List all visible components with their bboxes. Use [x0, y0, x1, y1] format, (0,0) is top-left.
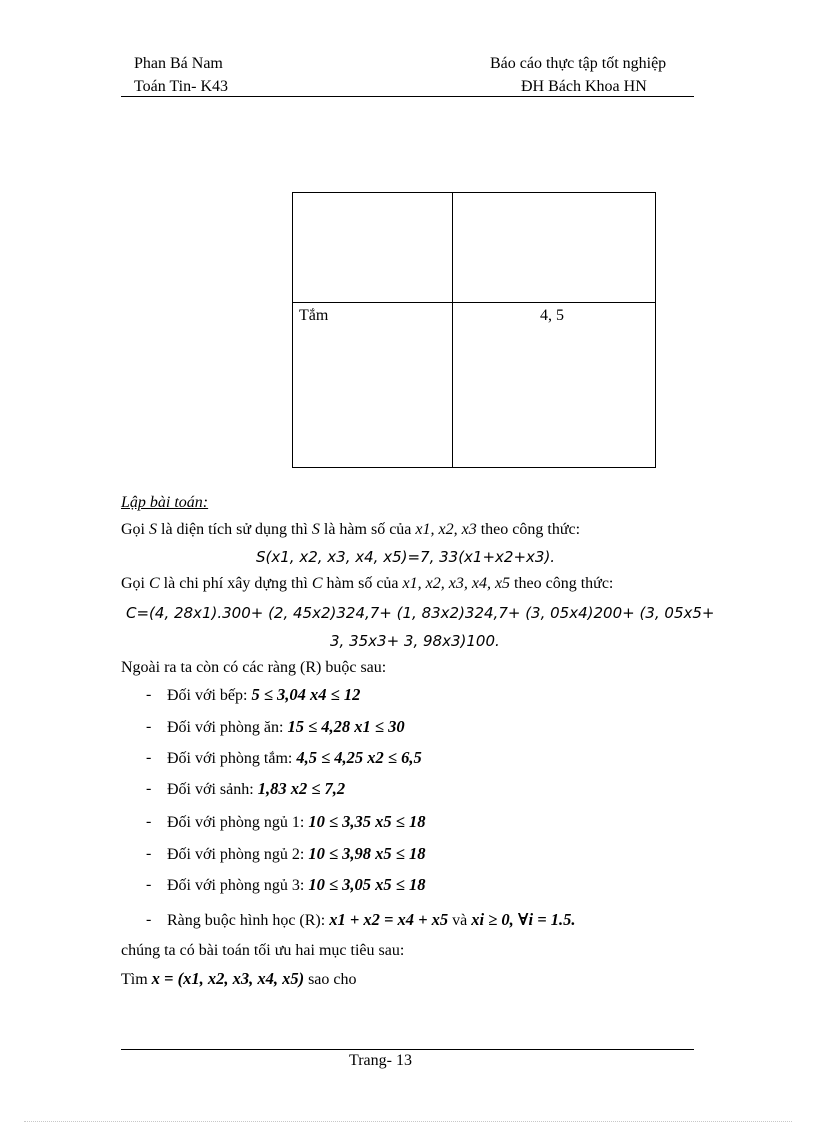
table-border-right	[655, 192, 656, 468]
header-report-title: Báo cáo thực tập tốt nghiệp	[490, 55, 667, 72]
table-cell-label: Tắm	[299, 307, 329, 324]
constraint-bathroom: Đối với phòng tắm: 4,5 ≤ 4,25 x2 ≤ 6,5	[167, 748, 422, 767]
formula-cost-line2: 3, 35x3+ 3, 98x3)100.	[330, 632, 500, 650]
bullet-dash: -	[146, 845, 152, 862]
bullet-dash: -	[146, 876, 152, 893]
formula-area: S(x1, x2, x3, x4, x5)=7, 33(x1+x2+x3).	[256, 548, 556, 566]
bullet-dash: -	[146, 749, 152, 766]
bullet-dash: -	[146, 780, 152, 797]
paragraph-constraints-intro: Ngoài ra ta còn có các ràng (R) buộc sau:	[121, 659, 387, 676]
constraint-bedroom-1: Đối với phòng ngủ 1: 10 ≤ 3,35 x5 ≤ 18	[167, 812, 426, 831]
table-border-top	[292, 192, 656, 193]
header-rule	[121, 96, 694, 97]
page-number: Trang- 13	[349, 1052, 412, 1069]
constraint-hall: Đối với sảnh: 1,83 x2 ≤ 7,2	[167, 779, 346, 798]
bullet-dash: -	[146, 686, 152, 703]
paragraph-cost-definition: Gọi C là chi phí xây dựng thì C hàm số của x1, x2, x3, x4, x5 theo công thức:	[121, 575, 614, 592]
table-cell-value: 4, 5	[540, 307, 564, 324]
formula-cost-line1: C=(4, 28x1).300+ (2, 45x2)324,7+ (1, 83x2)324,7+ (3, 05x4)200+ (3, 05x5+	[126, 604, 715, 622]
constraint-kitchen: Đối với bếp: 5 ≤ 3,04 x4 ≤ 12	[167, 685, 361, 704]
paragraph-find-x: Tìm x = (x1, x2, x3, x4, x5) sao cho	[121, 969, 357, 988]
constraint-bedroom-3: Đối với phòng ngủ 3: 10 ≤ 3,05 x5 ≤ 18	[167, 875, 426, 894]
table-border-left	[292, 192, 293, 468]
paragraph-area-definition: Gọi S là diện tích sử dụng thì S là hàm số của x1, x2, x3 theo công thức:	[121, 521, 581, 538]
footer-rule	[121, 1049, 694, 1050]
table-border-bottom	[292, 467, 656, 468]
constraint-bedroom-2: Đối với phòng ngủ 2: 10 ≤ 3,98 x5 ≤ 18	[167, 844, 426, 863]
table-column-divider	[452, 192, 453, 468]
bullet-dash: -	[146, 813, 152, 830]
page-edge-dots	[24, 1121, 792, 1122]
section-heading: Lập bài toán:	[121, 494, 209, 511]
room-table	[292, 192, 656, 468]
header-class: Toán Tin- K43	[134, 78, 229, 95]
table-row-divider	[292, 302, 656, 303]
header-author: Phan Bá Nam	[134, 55, 223, 72]
header-school: ĐH Bách Khoa HN	[521, 78, 647, 95]
constraint-geometry: Ràng buộc hình học (R): x1 + x2 = x4 + x5 và xi ≥ 0, ∀i = 1.5.	[167, 910, 576, 929]
constraint-dining-room: Đối với phòng ăn: 15 ≤ 4,28 x1 ≤ 30	[167, 717, 405, 736]
bullet-dash: -	[146, 718, 152, 735]
bullet-dash: -	[146, 911, 152, 928]
paragraph-problem-intro: chúng ta có bài toán tối ưu hai mục tiêu sau:	[121, 942, 405, 959]
